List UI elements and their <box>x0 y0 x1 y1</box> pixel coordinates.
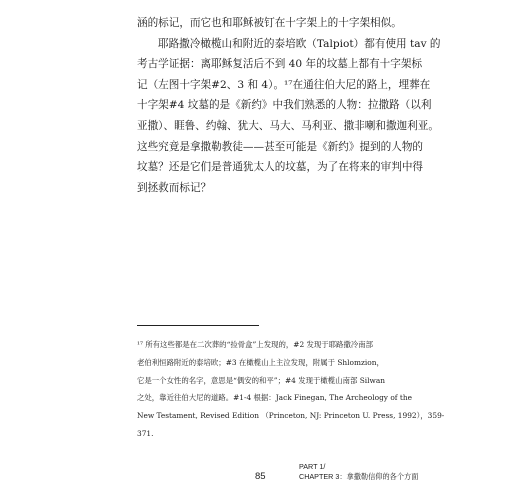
body-line: 考古学证据：离耶稣复活后不到 40 年的坟墓上都有十字架标 <box>137 58 423 71</box>
chapter-label: CHAPTER 3：拿撒勒信仰的各个方面 <box>299 471 419 481</box>
body-line: 耶路撒冷橄榄山和附近的泰培欧（Talpiot）都有使用 tav 的 <box>158 37 441 50</box>
footnote-line: ¹⁷ 所有这些都是在二次葬的“捡骨盒”上发现的，#2 发现于耶路撒冷南部 <box>137 340 374 349</box>
body-line: 记（左图十字架#2、3 和 4）。¹⁷在通往伯大尼的路上，埋葬在 <box>137 78 431 91</box>
part-label: PART 1/ <box>299 462 326 471</box>
body-line: 到拯救而标记？ <box>137 181 212 194</box>
footnote-line: New Testament, Revised Edition （Princeton, NJ: Princeton U. Press, 1992），359- <box>137 411 445 421</box>
footnote-line: 它是一个女性的名字，意思是“偶安的和平”；#4 发现于橄榄山南部 Silwan <box>137 375 385 385</box>
footnote <box>137 336 445 443</box>
body-line: 涵的标记，而它也和耶稣被钉在十字架上的十字架相似。 <box>137 17 402 29</box>
footnote-divider <box>137 325 259 326</box>
body-line: 亚撒）、睚鲁、约翰、犹大、马大、马利亚、撒非喇和撒迦利亚。 <box>137 119 439 132</box>
footnote-line: 老伯利恒路附近的泰培欧；#3 在橄榄山上主泣发现，附属于 Shlomzion， <box>137 357 384 367</box>
footnote-line: 之处，靠近往伯大尼的道路。#1-4 根据：Jack Finegan, The Archeology of the <box>137 393 412 403</box>
page-number: 85 <box>255 471 266 482</box>
running-footer <box>299 462 418 481</box>
body-line: 十字架#4 坟墓的是《新约》中我们熟悉的人物：拉撒路（以利 <box>137 99 432 112</box>
footnote-line: 371. <box>137 428 154 438</box>
body-text <box>137 13 441 198</box>
body-line: 坟墓？还是它们是普通犹太人的坟墓，为了在将来的审判中得 <box>137 161 424 174</box>
body-line: 这些究竟是拿撒勒教徒——甚至可能是《新约》提到的人物的 <box>137 140 424 153</box>
